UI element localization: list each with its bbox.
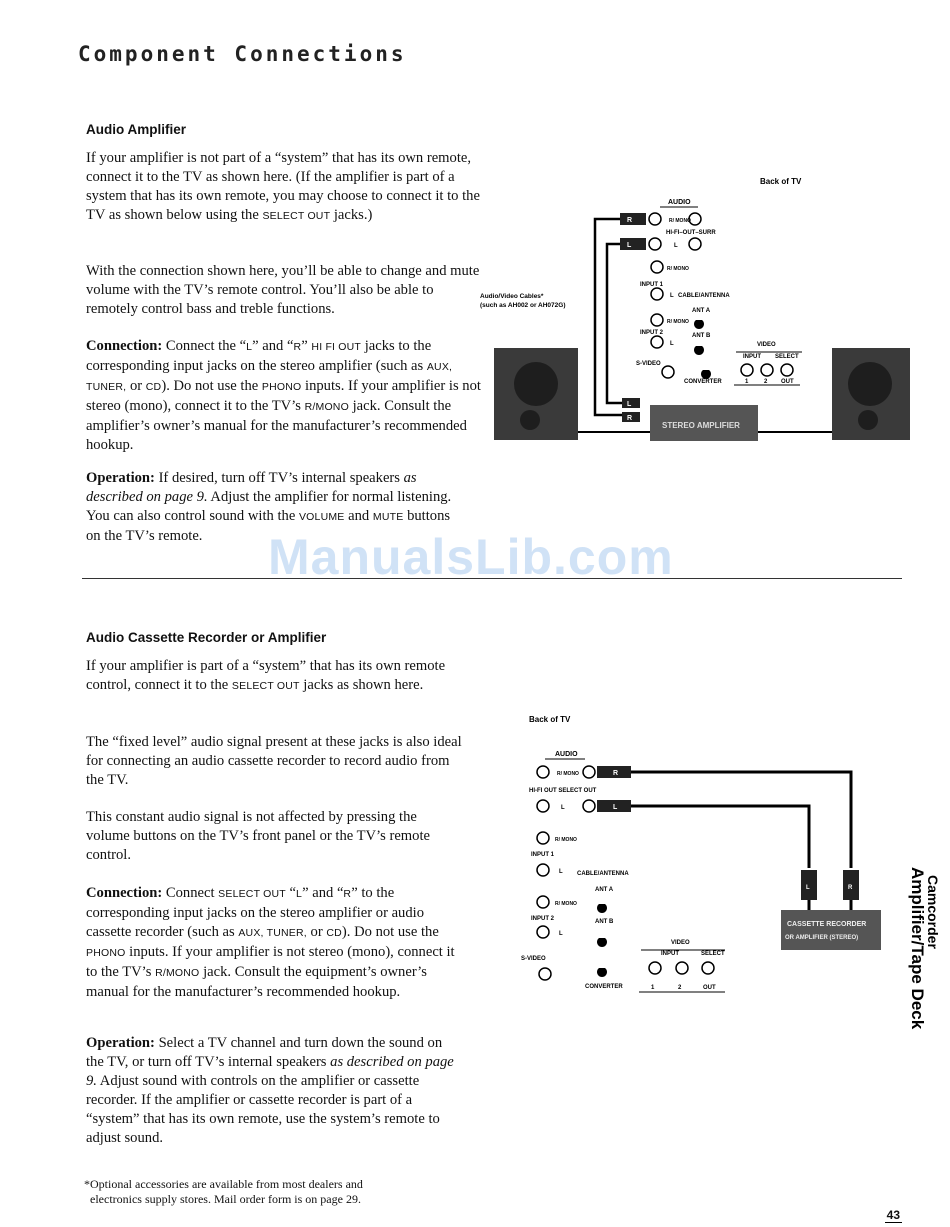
video-label: VIDEO [757, 342, 776, 348]
cassette-fixed-level-paragraph: The “fixed level” audio signal present at these jacks is also ideal for connecting an audio cassette recorder to record audio from the TV. [86, 734, 462, 788]
footnote: *Optional accessories are available from most dealers and electronics supply stores. Mail order form is on page 29. [84, 1177, 363, 1206]
r-plug-icon [620, 213, 646, 225]
svg-text:(such as AH002 or AH072G): (such as AH002 or AH072G) [480, 302, 566, 309]
cassette-connection-diagram [505, 710, 885, 1000]
svg-text:L: L [559, 869, 563, 875]
svg-text:R/ MONO: R/ MONO [669, 218, 691, 224]
side-tab [884, 865, 944, 1035]
svg-text:R/ MONO: R/ MONO [555, 837, 577, 843]
cassette-constant-signal-paragraph: This constant audio signal is not affected by pressing the volume buttons on the TV’s front panel or the TV’s remote control. [86, 809, 430, 863]
svg-text:L: L [670, 341, 674, 347]
svg-text:CASSETTE RECORDER: CASSETTE RECORDER [787, 921, 867, 928]
svg-text:L: L [561, 805, 565, 811]
svg-text:VIDEO: VIDEO [671, 940, 690, 946]
svg-text:2: 2 [678, 985, 682, 991]
side-tab-line2: Camcorder [925, 875, 941, 949]
svg-text:INPUT: INPUT [661, 951, 679, 957]
svg-text:AUDIO: AUDIO [555, 751, 578, 758]
svg-text:S-VIDEO: S-VIDEO [521, 956, 546, 962]
audio-label: AUDIO [668, 199, 691, 206]
svg-text:L: L [613, 804, 618, 811]
hifi-r-jack-icon [649, 213, 661, 225]
svg-text:OUT: OUT [781, 379, 794, 385]
svg-text:L: L [559, 931, 563, 937]
section-title-cassette: Audio Cassette Recorder or Amplifier [86, 630, 327, 645]
cassette-operation-paragraph: Operation: Select a TV channel and turn down the sound on the TV, or turn off TV’s internal speakers as described on page 9. Adjust sound with controls on the amplifier or cassette recorder. If the amplifier or cassette recorder is part of a “system” that has its own remote, use the system’s remote to adjust sound. [86, 1035, 454, 1146]
input2-label: INPUT 2 [640, 330, 664, 336]
svg-text:ANT A: ANT A [692, 308, 711, 314]
amp-intro-paragraph: If your amplifier is not part of a “system” that has its own remote, connect it to the TV as shown here. (If the amplifier is part of a system that has its own remote, you may choose to connect it to the TV as shown below using the SELECT OUT jacks.) [86, 150, 480, 223]
svg-text:SELECT: SELECT [701, 951, 725, 957]
svg-text:1: 1 [745, 379, 749, 385]
amp-operation-paragraph: Operation: If desired, turn off TV’s internal speakers as described on page 9. Adjust the amplifier for normal listening. You can also control sound with the VOLUME and MUTE buttons on the TV’s remote. [86, 470, 452, 544]
svg-text:STEREO AMPLIFIER: STEREO AMPLIFIER [662, 421, 740, 430]
back-of-tv-label-2: Back of TV [529, 715, 571, 724]
svg-text:ANT A: ANT A [595, 887, 614, 893]
input1-label: INPUT 1 [640, 282, 664, 288]
cassette-intro-paragraph: If your amplifier is part of a “system” that has its own remote control, connect it to the SELECT OUT jacks as shown here. [86, 658, 446, 693]
svg-text:OR AMPLIFIER (STEREO): OR AMPLIFIER (STEREO) [785, 935, 859, 941]
svg-text:SELECT: SELECT [775, 354, 799, 360]
svideo-label: S-VIDEO [636, 361, 661, 367]
svg-text:INPUT 2: INPUT 2 [531, 916, 555, 922]
cassette-recorder-icon [781, 910, 881, 950]
converter-label: CONVERTER [684, 379, 722, 385]
svg-text:R/ MONO: R/ MONO [555, 901, 577, 907]
cable-note-label: Audio/Video Cables* [480, 293, 544, 300]
svg-text:L: L [670, 293, 674, 299]
cable-antenna-label: CABLE/ANTENNA [678, 293, 730, 299]
amplifier-connection-diagram [470, 170, 910, 455]
svg-text:2: 2 [764, 379, 768, 385]
svg-text:R: R [627, 217, 633, 224]
svg-text:R/ MONO: R/ MONO [557, 771, 579, 777]
svg-text:INPUT: INPUT [743, 354, 761, 360]
amp-remote-paragraph: With the connection shown here, you’ll be able to change and mute volume with the TV’s remote control. You’ll also be able to remotely control bass and treble functions. [86, 263, 480, 317]
svg-text:R: R [613, 770, 619, 777]
svg-text:INPUT 1: INPUT 1 [531, 852, 555, 858]
section-title-audio-amplifier: Audio Amplifier [86, 122, 186, 137]
svg-text:L: L [627, 401, 632, 408]
svg-text:R: R [848, 885, 853, 891]
cassette-connection-paragraph: Connection: Connect SELECT OUT “L” and “R” to the corresponding input jacks on the stereo amplifier or audio cassette recorder (such as AUX, TUNER, or CD). Do not use the PHONO inputs. If your amplifier is not stereo (mono), connect it to the TV’s R/MONO jack. Consult the equipment’s owner’s manual for the manufacturer’s recommended hookup. [86, 885, 455, 1000]
hifi-out-surr-label: HI-FI–OUT–SURR [666, 230, 716, 236]
svg-text:R/ MONO: R/ MONO [667, 266, 689, 272]
svg-text:1: 1 [651, 985, 655, 991]
svg-text:L: L [674, 243, 678, 249]
svg-text:CONVERTER: CONVERTER [585, 984, 623, 990]
page-number: 43 [886, 1208, 900, 1222]
svg-text:ANT B: ANT B [692, 333, 711, 339]
svg-text:L: L [806, 885, 810, 891]
back-of-tv-label: Back of TV [760, 177, 802, 186]
svg-text:R/ MONO: R/ MONO [667, 319, 689, 325]
side-tab-line1: Amplifier/Tape Deck [908, 867, 927, 1030]
svg-text:CABLE/ANTENNA: CABLE/ANTENNA [577, 871, 629, 877]
svg-text:ANT B: ANT B [595, 919, 614, 925]
svg-text:L: L [627, 242, 632, 249]
watermark: ManualsLib.com [268, 529, 674, 585]
svg-text:OUT: OUT [703, 985, 716, 991]
svg-text:R: R [627, 415, 633, 422]
l-plug-icon [620, 238, 646, 250]
page-title: Component Connections [78, 42, 407, 66]
amp-connection-paragraph: Connection: Connect the “L” and “R” HI FI OUT jacks to the corresponding input jacks on the stereo amplifier (such as AUX, TUNER, or CD). Do not use the PHONO inputs. If your amplifier is not stereo (mono), connect it to the TV’s R/MONO jack. Consult the amplifier’s owner’s manual for the manufacturer’s recommended hookup. [86, 338, 481, 453]
hifi-select-out-label: HI-FI OUT SELECT OUT [529, 788, 597, 794]
